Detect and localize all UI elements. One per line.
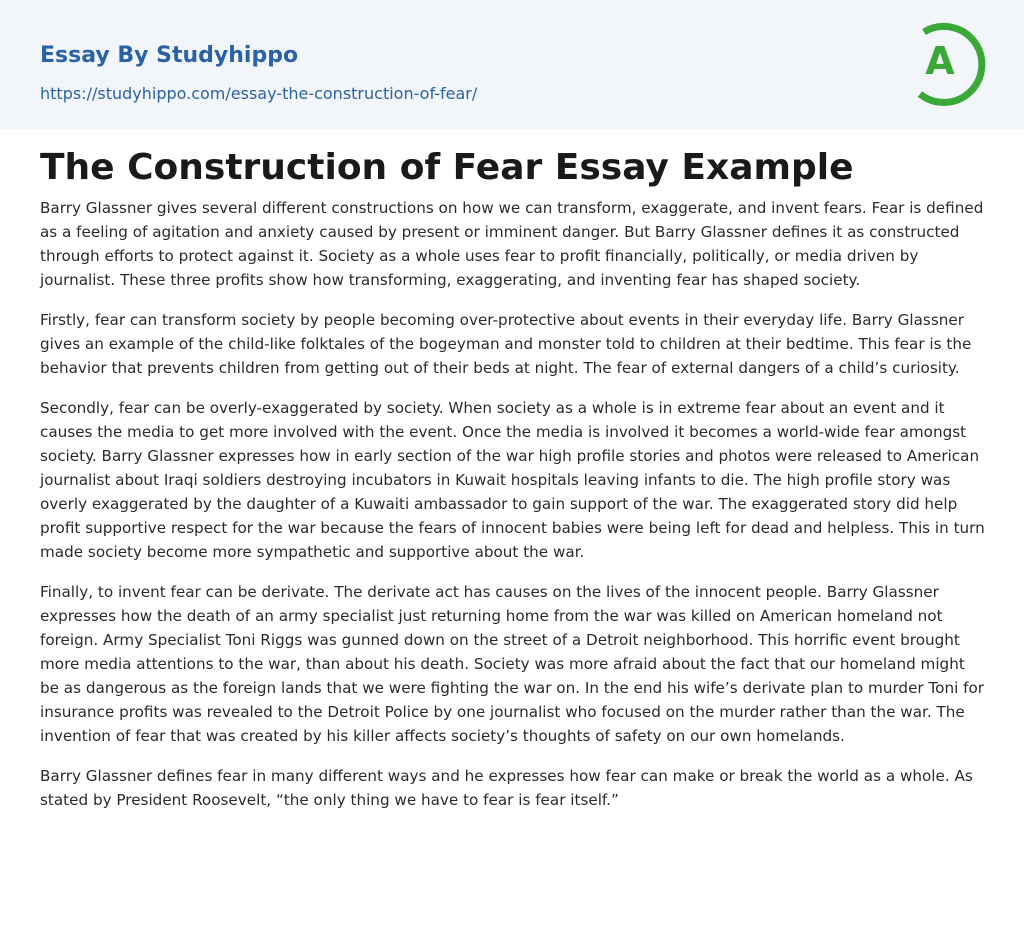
- page-title: The Construction of Fear Essay Example: [40, 147, 854, 188]
- logo-ring-icon: [898, 18, 986, 106]
- source-url-link[interactable]: https://studyhippo.com/essay-the-construction-of-fear/: [40, 84, 478, 103]
- essay-paragraph: Secondly, fear can be overly-exaggerated by society. When society as a whole is in extreme fear about an event and it causes the media to get more involved with the event. Once the media is involved it becomes a world-wide fear amongst society. Barry Glassner expresses how in early section of the war high profile stories and photos were released to American journalist about Iraqi soldiers destroying incubators in Kuwait hospitals leaving infants to die. The high profile story was overly exaggerated by the daughter of a Kuwaiti ambassador to gain support of the war. The exaggerated story did help profit supportive respect for the war because the fears of innocent babies were being left for dead and helpless. This in turn made society become more sympathetic and supportive about the war.: [40, 399, 985, 561]
- essay-paragraph: Barry Glassner defines fear in many different ways and he expresses how fear can make or break the world as a whole. As stated by President Roosevelt, “the only thing we have to fear is fear itself.”: [40, 767, 973, 809]
- logo-letter: A: [925, 39, 955, 83]
- studyhippo-logo-icon[interactable]: [898, 18, 986, 106]
- brand-title[interactable]: Essay By Studyhippo: [40, 43, 299, 68]
- essay-paragraph: Finally, to invent fear can be derivate. The derivate act has causes on the lives of the innocent people. Barry Glassner expresses how the death of an army specialist just returning home from the war was killed on American homeland not foreign. Army Specialist Toni Riggs was gunned down on the street of a Detroit neighborhood. This horrific event brought more media attentions to the war, than about his death. Society was more afraid about the fact that our homeland might be as dangerous as the foreign lands that we were fighting the war on. In the end his wife’s derivate plan to murder Toni for insurance profits was revealed to the Detroit Police by one journalist who focused on the murder rather than the war. The invention of fear that was created by his killer affects society’s thoughts of safety on our own homelands.: [40, 583, 985, 745]
- essay-body: [40, 196, 988, 828]
- essay-paragraph: Firstly, fear can transform society by people becoming over-protective about events in their everyday life. Barry Glassner gives an example of the child-like folktales of the bogeyman and monster told to children at their bedtime. This fear is the behavior that prevents children from getting out of their beds at night. The fear of external dangers of a child’s curiosity.: [40, 311, 972, 377]
- essay-paragraph: Barry Glassner gives several different constructions on how we can transform, exaggerate, and invent fears. Fear is defined as a feeling of agitation and anxiety caused by present or imminent danger. But Barry Glassner defines it as constructed through efforts to protect against it. Society as a whole uses fear to profit financially, politically, or media driven by journalist. These three profits show how transforming, exaggerating, and inventing fear has shaped society.: [40, 199, 984, 289]
